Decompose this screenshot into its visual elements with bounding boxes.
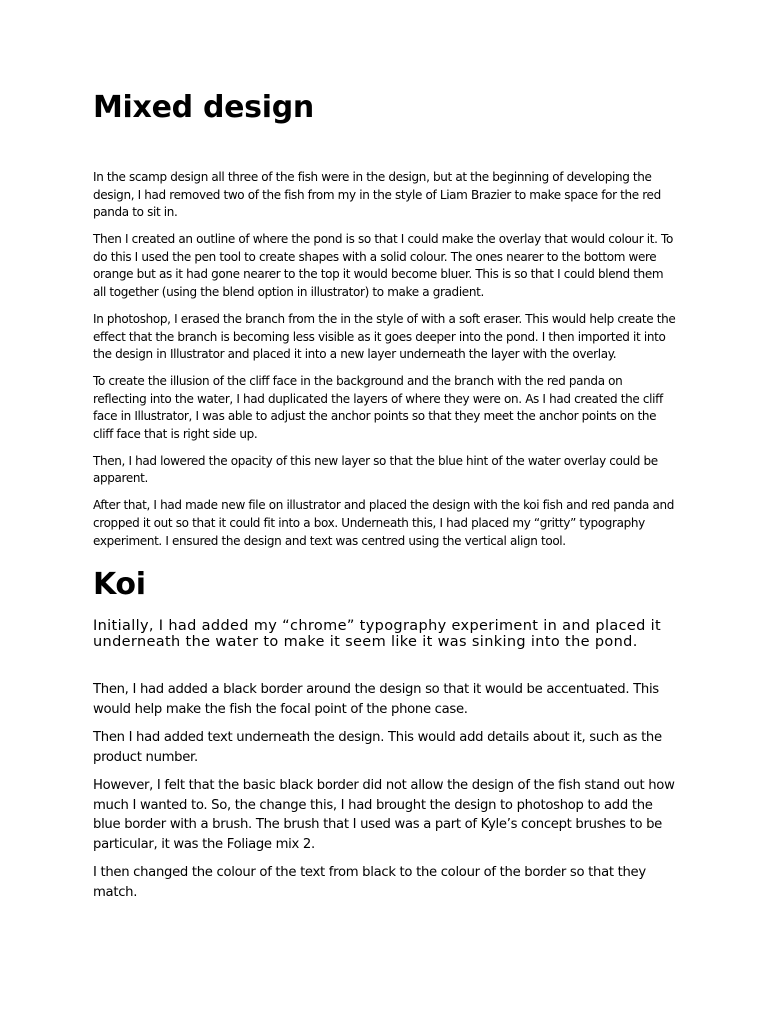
koi-intro: Initially, I had added my “chrome” typography experiment in and placed it underneath the water to make it seem like it was sinking into the pond. bbox=[93, 618, 662, 650]
paragraph: In the scamp design all three of the fish were in the design, but at the beginning of developing the design, I had removed two of the fish from my in the style of Liam Brazier to make space for the red panda to sit in. bbox=[93, 170, 661, 220]
heading-koi: Koi bbox=[93, 567, 146, 602]
paragraph: Then I created an outline of where the pond is so that I could make the overlay that would colour it. To do this I used the pen tool to create shapes with a solid colour. The ones nearer to the bottom were orange but as it had gone nearer to the top it would become bluer. This is so that I could blend them all together (using the blend option in illustrator) to make a gradient. bbox=[93, 232, 673, 299]
heading-mixed-design: Mixed design bbox=[93, 90, 314, 125]
paragraph: Then I had added text underneath the design. This would add details about it, such as the product number. bbox=[93, 730, 662, 765]
paragraph: After that, I had made new file on illustrator and placed the design with the koi fish and red panda and cropped it out so that it could fit into a box. Underneath this, I had placed my “gritty” typography experiment. I ensured the design and text was centred using the vertical align tool. bbox=[93, 498, 675, 548]
paragraph: In photoshop, I erased the branch from the in the style of with a soft eraser. This would help create the effect that the branch is becoming less visible as it goes deeper into the pond. I then imported it into the design in Illustrator and placed it into a new layer underneath the layer with the overlay. bbox=[93, 311, 676, 362]
paragraph: Then, I had added a black border around the design so that it would be accentuated. This would help make the fish the focal point of the phone case. bbox=[93, 682, 659, 717]
mixed-design-body bbox=[93, 169, 678, 550]
koi-body bbox=[93, 680, 678, 902]
paragraph: To create the illusion of the cliff face in the background and the branch with the red panda on reflecting into the water, I had duplicated the layers of where they were on. As I had created the cliff face in Illustrator, I was able to adjust the anchor points so that they meet the anchor points on the cliff face that is right side up. bbox=[93, 374, 663, 441]
paragraph: However, I felt that the basic black border did not allow the design of the fish stand out how much I wanted to. So, the change this, I had brought the design to photoshop to add the blue border with a brush. The brush that I used was a part of Kyle’s concept brushes to be particular, it was the Foliage mix 2. bbox=[93, 778, 675, 852]
paragraph: Then, I had lowered the opacity of this new layer so that the blue hint of the water overlay could be apparent. bbox=[93, 453, 658, 486]
paragraph: I then changed the colour of the text from black to the colour of the border so that they match. bbox=[93, 865, 646, 900]
